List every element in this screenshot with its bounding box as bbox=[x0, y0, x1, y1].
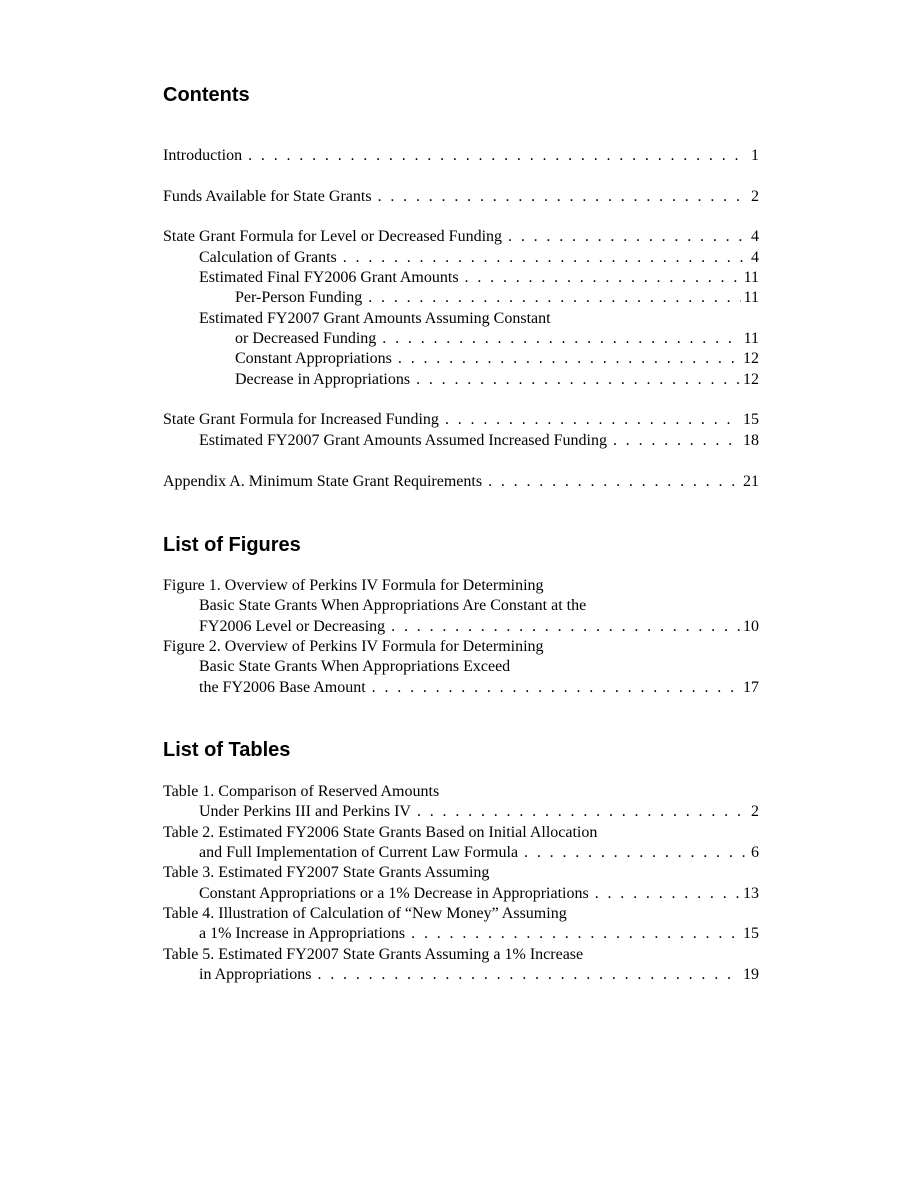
toc-entry-title: or Decreased Funding bbox=[235, 330, 377, 348]
toc-entry-title: Table 2. Estimated FY2006 State Grants Based on Initial Allocation bbox=[163, 823, 598, 841]
toc-entry[interactable] bbox=[163, 678, 759, 698]
toc-entry-title: Basic State Grants When Appropriations Are Constant at the bbox=[199, 597, 587, 615]
toc-entry-title: State Grant Formula for Level or Decreased Funding bbox=[163, 228, 503, 246]
toc-entry-title: Figure 2. Overview of Perkins IV Formula for Determining bbox=[163, 638, 544, 656]
toc-page-number: 21 bbox=[743, 472, 759, 490]
toc-page-number: 13 bbox=[743, 884, 759, 902]
toc-entry[interactable] bbox=[163, 146, 759, 166]
toc-page-number: 6 bbox=[751, 844, 759, 862]
toc-entry-title: Calculation of Grants bbox=[199, 248, 337, 266]
toc-entry-title: Constant Appropriations or a 1% Decrease in Appropriations bbox=[199, 884, 589, 902]
toc-entry-title: Under Perkins III and Perkins IV bbox=[199, 803, 411, 821]
toc-entry-title: Per-Person Funding bbox=[235, 289, 363, 307]
toc-entry[interactable] bbox=[163, 782, 759, 802]
toc-page-number: 17 bbox=[743, 678, 759, 696]
toc-entry-title: the FY2006 Base Amount bbox=[199, 678, 366, 696]
toc-entry[interactable] bbox=[163, 349, 759, 369]
toc-entry[interactable] bbox=[163, 329, 759, 349]
toc-entry[interactable] bbox=[163, 924, 759, 944]
toc-page-number: 4 bbox=[751, 228, 759, 246]
toc-page-number: 15 bbox=[743, 925, 759, 943]
toc-entry[interactable] bbox=[163, 576, 759, 596]
dot-leader bbox=[248, 146, 748, 166]
toc-entry-title: Table 4. Illustration of Calculation of “New Money” Assuming bbox=[163, 905, 567, 923]
toc-entry[interactable] bbox=[163, 309, 759, 329]
toc-entry[interactable] bbox=[163, 288, 759, 308]
dot-leader bbox=[417, 802, 748, 822]
toc-page-number: 10 bbox=[743, 617, 759, 635]
toc-entry[interactable] bbox=[163, 410, 759, 430]
toc-spacer bbox=[163, 166, 759, 186]
toc-entry-title: Table 1. Comparison of Reserved Amounts bbox=[163, 783, 440, 800]
dot-leader bbox=[343, 248, 748, 268]
toc-entry[interactable] bbox=[163, 884, 759, 904]
toc-entry[interactable] bbox=[163, 370, 759, 390]
toc-entry-title: a 1% Increase in Appropriations bbox=[199, 925, 406, 943]
toc-page-number: 19 bbox=[743, 966, 759, 984]
dot-leader bbox=[595, 884, 740, 904]
toc-entry-title: Decrease in Appropriations bbox=[235, 370, 411, 388]
dot-leader bbox=[372, 678, 740, 698]
toc-page-number: 4 bbox=[751, 248, 759, 266]
dot-leader bbox=[445, 410, 740, 430]
toc-spacer bbox=[163, 390, 759, 410]
figures-list bbox=[163, 576, 759, 698]
toc-entry-title: State Grant Formula for Increased Funding bbox=[163, 411, 439, 429]
toc-entry[interactable] bbox=[163, 617, 759, 637]
toc-entry-title: Estimated Final FY2006 Grant Amounts bbox=[199, 269, 459, 287]
toc-entry[interactable] bbox=[163, 945, 759, 965]
toc-entry-title: and Full Implementation of Current Law Formula bbox=[199, 844, 519, 862]
toc-entry-title: Estimated FY2007 Grant Amounts Assumed Increased Funding bbox=[199, 431, 607, 449]
toc-entry[interactable] bbox=[163, 637, 759, 657]
toc-entry[interactable] bbox=[163, 431, 759, 451]
toc-entry[interactable] bbox=[163, 227, 759, 247]
toc-entry[interactable] bbox=[163, 472, 759, 492]
dot-leader bbox=[368, 288, 740, 308]
toc-entry[interactable] bbox=[163, 843, 759, 863]
toc-page-number: 11 bbox=[743, 289, 759, 307]
toc-entry[interactable] bbox=[163, 657, 759, 677]
toc-entry[interactable] bbox=[163, 904, 759, 924]
dot-leader bbox=[391, 617, 740, 637]
toc-page-number: 11 bbox=[743, 269, 759, 287]
dot-leader bbox=[613, 431, 740, 451]
figures-heading: List of Figures bbox=[163, 534, 301, 556]
toc-entry-title: Figure 1. Overview of Perkins IV Formula for Determining bbox=[163, 577, 544, 594]
toc-entry-title: Table 5. Estimated FY2007 State Grants Assuming a 1% Increase bbox=[163, 945, 584, 963]
toc-entry-title: Table 3. Estimated FY2007 State Grants Assuming bbox=[163, 864, 490, 882]
tables-list bbox=[163, 782, 759, 985]
toc-entry[interactable] bbox=[163, 187, 759, 207]
toc-entry[interactable] bbox=[163, 823, 759, 843]
toc-entry-title: Introduction bbox=[163, 147, 243, 164]
toc-page-number: 2 bbox=[751, 803, 759, 821]
toc-entry-title: Appendix A. Minimum State Grant Requirements bbox=[163, 472, 483, 490]
contents-list bbox=[163, 146, 759, 492]
toc-entry-title: Constant Appropriations bbox=[235, 350, 392, 368]
toc-page-number: 11 bbox=[743, 330, 759, 348]
dot-leader bbox=[416, 370, 740, 390]
toc-spacer bbox=[163, 451, 759, 471]
toc-entry[interactable] bbox=[163, 596, 759, 616]
toc-entry[interactable] bbox=[163, 268, 759, 288]
toc-page-number: 12 bbox=[743, 350, 759, 368]
toc-page-number: 1 bbox=[751, 147, 759, 164]
toc-entry-title: Estimated FY2007 Grant Amounts Assuming Constant bbox=[199, 309, 551, 327]
toc-entry[interactable] bbox=[163, 863, 759, 883]
toc-page-number: 12 bbox=[743, 370, 759, 388]
toc-entry[interactable] bbox=[163, 248, 759, 268]
dot-leader bbox=[398, 349, 740, 369]
contents-heading: Contents bbox=[163, 84, 250, 106]
toc-page-number: 18 bbox=[743, 431, 759, 449]
toc-entry[interactable] bbox=[163, 802, 759, 822]
tables-heading: List of Tables bbox=[163, 739, 291, 761]
dot-leader bbox=[411, 924, 740, 944]
dot-leader bbox=[524, 843, 748, 863]
toc-entry[interactable] bbox=[163, 965, 759, 985]
dot-leader bbox=[317, 965, 740, 985]
toc-spacer bbox=[163, 207, 759, 227]
toc-entry-title: Funds Available for State Grants bbox=[163, 187, 372, 205]
dot-leader bbox=[508, 227, 748, 247]
toc-entry-title: Basic State Grants When Appropriations Exceed bbox=[199, 658, 511, 676]
dot-leader bbox=[378, 187, 748, 207]
toc-page-number: 2 bbox=[751, 187, 759, 205]
dot-leader bbox=[465, 268, 741, 288]
dot-leader bbox=[382, 329, 740, 349]
dot-leader bbox=[488, 472, 740, 492]
toc-entry-title: FY2006 Level or Decreasing bbox=[199, 617, 386, 635]
toc-entry-title: in Appropriations bbox=[199, 966, 312, 984]
toc-page-number: 15 bbox=[743, 411, 759, 429]
